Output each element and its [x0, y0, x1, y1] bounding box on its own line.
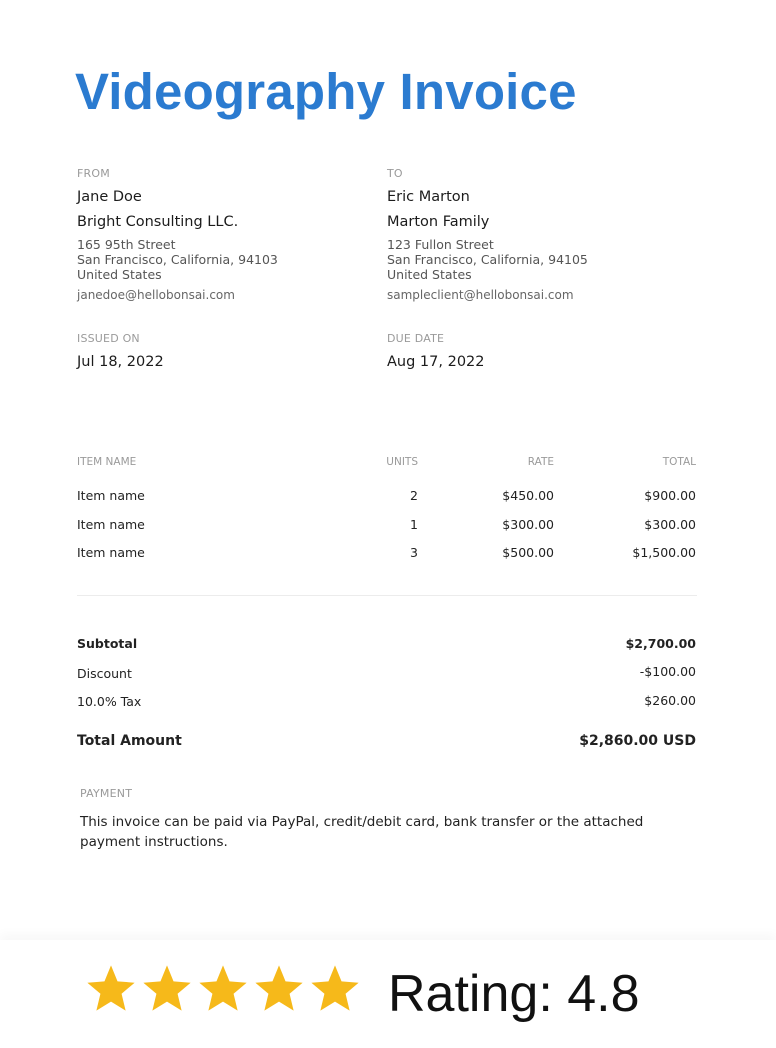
- star-shape: [87, 965, 134, 1010]
- discount-label: Discount: [77, 666, 132, 681]
- total-cell: $300.00: [644, 517, 696, 532]
- rate-cell: $300.00: [502, 517, 554, 532]
- total-amount-label: Total Amount: [77, 733, 182, 749]
- to-city: San Francisco, California, 94105: [387, 252, 588, 267]
- rate-cell: $450.00: [502, 488, 554, 503]
- rating-text: Rating: 4.8: [388, 965, 640, 1023]
- subtotal-label: Subtotal: [77, 636, 138, 651]
- subtotal-value: $2,700.00: [625, 636, 696, 651]
- to-country: United States: [387, 267, 472, 282]
- from-country: United States: [77, 267, 162, 282]
- to-street: 123 Fullon Street: [387, 237, 494, 252]
- from-company: Bright Consulting LLC.: [77, 214, 239, 230]
- due-date: Aug 17, 2022: [387, 354, 485, 370]
- issued-date: Jul 18, 2022: [77, 354, 164, 370]
- from-street: 165 95th Street: [77, 237, 176, 252]
- page-title: Videography Invoice: [75, 63, 577, 120]
- discount-value: -$100.00: [639, 664, 696, 679]
- payment-label: PAYMENT: [80, 787, 133, 800]
- column-header-item: ITEM NAME: [77, 456, 137, 468]
- to-email: sampleclient@hellobonsai.com: [387, 288, 574, 302]
- column-header-total: TOTAL: [662, 456, 696, 468]
- star-shape: [255, 965, 302, 1010]
- item-name-cell: Item name: [77, 517, 145, 532]
- from-email: janedoe@hellobonsai.com: [77, 288, 235, 302]
- item-name-cell: Item name: [77, 488, 145, 503]
- issued-label: ISSUED ON: [77, 332, 140, 345]
- star-shape: [143, 965, 190, 1010]
- units-cell: 2: [410, 488, 418, 503]
- column-header-rate: RATE: [527, 456, 554, 468]
- total-cell: $900.00: [644, 488, 696, 503]
- star-icon: [140, 962, 194, 1016]
- from-label: FROM: [77, 167, 110, 180]
- star-icon: [196, 962, 250, 1016]
- from-city: San Francisco, California, 94103: [77, 252, 278, 267]
- star-icon: [84, 962, 138, 1016]
- star-icon: [308, 962, 362, 1016]
- total-amount-value: $2,860.00 USD: [579, 733, 696, 749]
- total-cell: $1,500.00: [632, 545, 696, 560]
- units-cell: 1: [410, 517, 418, 532]
- star-shape: [311, 965, 358, 1010]
- rate-cell: $500.00: [502, 545, 554, 560]
- rating-stars: [84, 962, 362, 1016]
- column-header-units: UNITS: [386, 456, 418, 468]
- payment-instructions: This invoice can be paid via PayPal, credit/debit card, bank transfer or the attached payment instructions.: [80, 814, 644, 850]
- tax-label: 10.0% Tax: [77, 694, 142, 709]
- due-label: DUE DATE: [387, 332, 445, 345]
- item-name-cell: Item name: [77, 545, 145, 560]
- star-shape: [199, 965, 246, 1010]
- table-divider: [77, 595, 697, 596]
- to-label: TO: [387, 167, 403, 180]
- from-name: Jane Doe: [77, 189, 142, 205]
- to-name: Eric Marton: [387, 189, 470, 205]
- tax-value: $260.00: [644, 693, 696, 708]
- to-company: Marton Family: [387, 214, 490, 230]
- star-icon: [252, 962, 306, 1016]
- units-cell: 3: [410, 545, 418, 560]
